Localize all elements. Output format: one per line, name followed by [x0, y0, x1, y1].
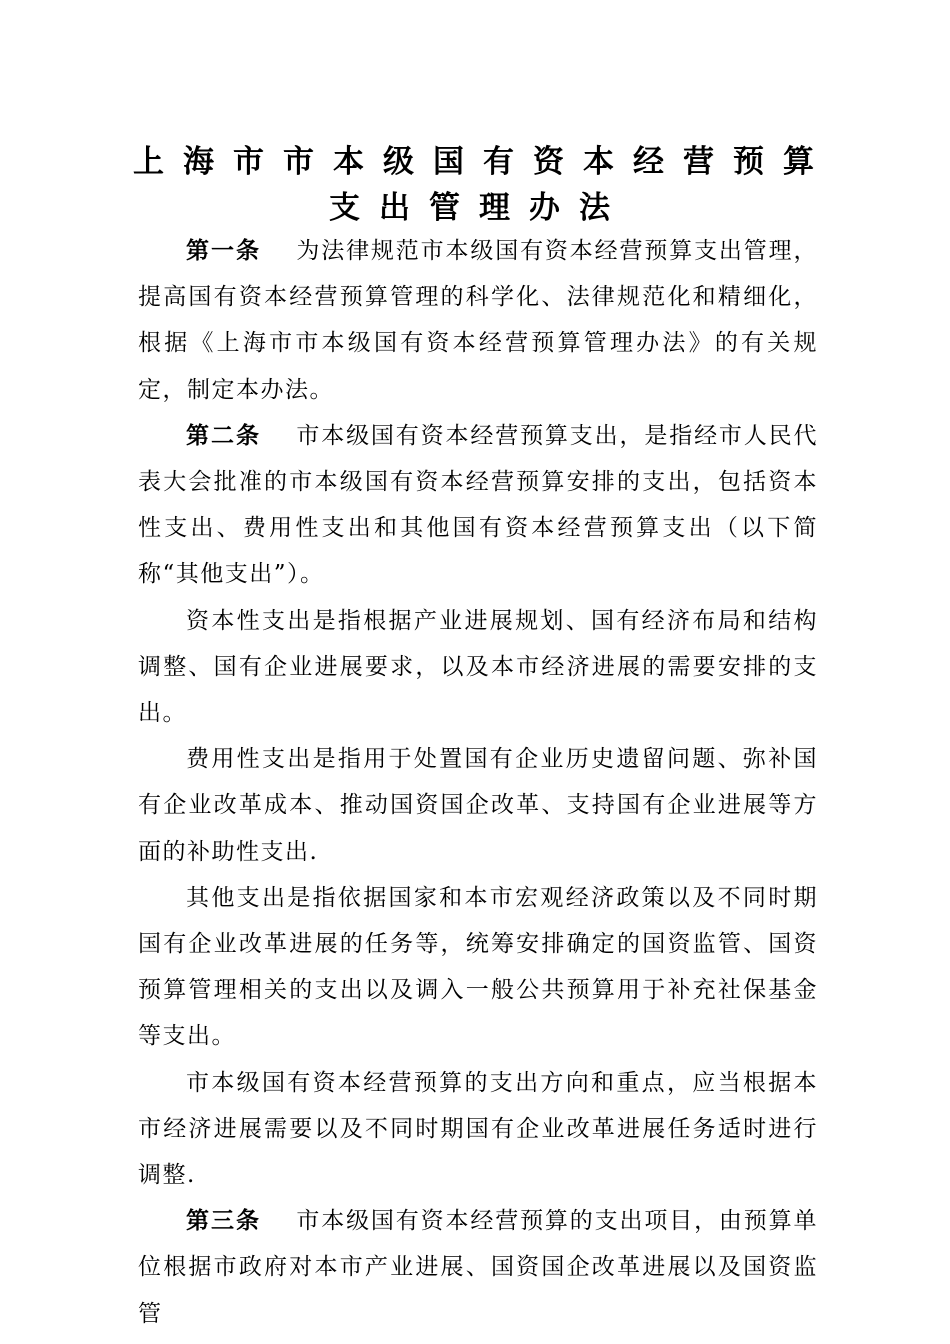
paragraph-text: 为法律规范市本级国有资本经营预算支出管理，提高国有资本经营预算管理的科学化、法律规范化和精细化，根据《上海市市本级国有资本经营预算管理办法》的有关规定，制定本办法。	[138, 238, 818, 403]
paragraph-text: 资本性支出是指根据产业进展规划、国有经济布局和结构调整、国有企业进展要求，以及本市经济进展的需要安排的支出。	[138, 607, 818, 727]
paragraph-text: 市本级国有资本经营预算支出，是指经市人民代表大会批准的市本级国有资本经营预算安排的支出，包括资本性支出、费用性支出和其他国有资本经营预算支出（以下简称“其他支出”）。	[138, 422, 818, 588]
document-title-line-2: 支出管理办法	[329, 190, 629, 226]
paragraph-cost-expenditure	[138, 736, 818, 875]
paragraph-text: 费用性支出是指用于处置国有企业历史遗留问题、弥补国有企业改革成本、推动国资国企改革、支持国有企业进展等方面的补助性支出.	[138, 746, 818, 865]
article-label: 第三条	[186, 1208, 261, 1235]
paragraph-other-expenditure	[138, 875, 818, 1060]
document-body	[138, 228, 818, 1337]
article-label: 第一条	[186, 238, 261, 264]
paragraph-article-2	[138, 413, 818, 598]
article-label: 第二条	[186, 422, 261, 449]
document-title-line-1: 上海市市本级国有资本经营预算	[133, 144, 833, 180]
paragraph-article-1	[138, 228, 818, 413]
paragraph-text: 市本级国有资本经营预算的支出方向和重点，应当根据本市经济进展需要以及不同时期国有企业改革进展任务适时进行调整.	[138, 1069, 818, 1189]
paragraph-text: 其他支出是指依据国家和本市宏观经济政策以及不同时期国有企业改革进展的任务等，统筹安排确定的国资监管、国资预算管理相关的支出以及调入一般公共预算用于补充社保基金等支出。	[138, 884, 818, 1050]
paragraph-text: 市本级国有资本经营预算的支出项目，由预算单位根据市政府对本市产业进展、国资国企改革进展以及国资监管	[138, 1208, 818, 1327]
paragraph-capital-expenditure	[138, 598, 818, 737]
paragraph-direction	[138, 1060, 818, 1199]
paragraph-article-3	[138, 1198, 818, 1337]
